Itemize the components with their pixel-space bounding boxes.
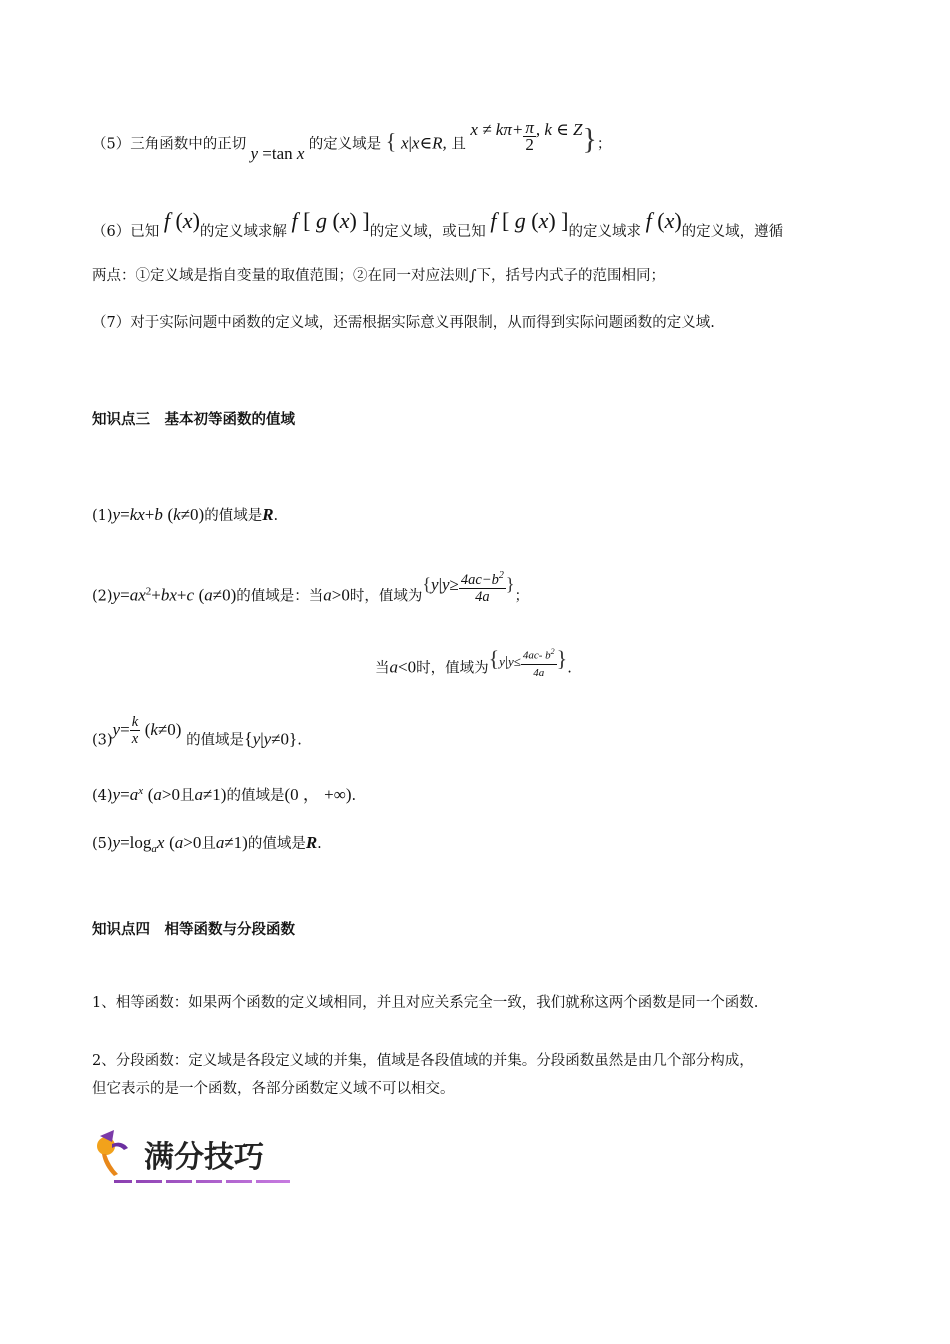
item-7: （7）对于实际问题中函数的定义域，还需根据实际意义再限制，从而得到实际问题函数的定义域.: [92, 315, 715, 331]
set-x: x: [400, 133, 409, 153]
tips-logo: [92, 1122, 292, 1188]
item-6-t1: 的定义域求解: [199, 224, 287, 240]
value-3: (3)y= $\frac{k}{x}$ (k≠0) 的值域是{y|y≠0}.: [92, 714, 302, 749]
item-5: [92, 118, 612, 163]
dot: .: [297, 732, 302, 749]
range-brace-2: {: [488, 646, 500, 672]
dot: .: [273, 508, 279, 524]
and-text: 且: [179, 787, 195, 804]
section3-title: 知识点三 基本初等函数的值域: [92, 412, 295, 428]
value-3-label: (3): [92, 732, 113, 749]
set-R: R,: [432, 133, 447, 153]
item-5-and: 且: [451, 136, 466, 153]
item-6-t4: 的定义域，遵循: [681, 224, 784, 240]
value-2b-text2: 时，值域为: [416, 660, 489, 677]
value-2b: 当a<0时，值域为{y|y≤ $\frac{4ac- b^2}{4a}$ }.: [375, 650, 572, 687]
section4-p1: 1、相等函数：如果两个函数的定义域相同，并且对应关系完全一致，我们就称这两个函数是同一个函数.: [92, 995, 759, 1011]
vertex-frac: $\frac{4ac-b^2}{4a}$: [460, 570, 504, 605]
item-6-t2: 的定义域，或已知: [369, 224, 486, 240]
k-over-x: $\frac{k}{x}$: [131, 714, 139, 747]
value-4-text: 的值域是: [226, 787, 285, 804]
f-of-x: f (x): [163, 208, 200, 233]
a-gt-0: a: [323, 585, 332, 605]
vertex-frac-2: $\frac{4ac- b^2}{4a}$: [521, 644, 557, 681]
value-5: $(5)y=\log_ax$ (a>0且a≠1)的值域是R.: [92, 833, 322, 855]
value-1: (1)y=kx+b (k≠0)的值域是R.: [92, 505, 279, 524]
value-2b-text1: 当: [375, 660, 390, 677]
value-2-text2: 时，值域为: [349, 588, 423, 605]
R-symbol: R: [262, 505, 274, 524]
log-formula: y: [112, 833, 121, 852]
set-in: ∈: [419, 133, 433, 153]
item-6-line2: 两点：①定义域是指自变量的取值范围；②在同一对应法则∫下，括号内式子的范围相同；: [92, 268, 666, 284]
value-2-text1: 的值域是：当: [236, 588, 324, 605]
value-4: $(4)y=a^x$ (a>0且a≠1)的值域是(0 ， +∞).: [92, 784, 357, 804]
dot: .: [567, 660, 572, 677]
item-5-prefix: （5）三角函数中的正切: [92, 136, 247, 153]
item-5-mid: 的定义域是: [308, 136, 382, 153]
reciprocal-formula: y: [112, 719, 121, 739]
pi-over-2: $\frac{\pi}{2}$: [525, 118, 534, 154]
value-2: $(2)y=ax^2+bx+c$ (a≠0)的值域是：当a>0时，值域为{y|y≥ $\frac{4ac-b^2}{4a}$ }；: [92, 570, 529, 605]
f-of-g-of-x: f [ g (x) ]: [291, 208, 370, 233]
item-5-end: ；: [596, 136, 612, 153]
set-brace-close: }: [582, 122, 597, 156]
f-of-g-of-x-2: f [ g (x) ]: [490, 208, 569, 233]
range-brace: {: [422, 574, 432, 595]
value-3-text: 的值域是: [186, 732, 245, 749]
quadratic-formula: y: [112, 585, 121, 605]
set-k: , k ∈ Z: [535, 119, 583, 139]
set-bar: |: [408, 133, 412, 153]
value-2-end: ；: [514, 588, 529, 605]
item-6-t3: 的定义域求: [568, 224, 642, 240]
dot: .: [351, 787, 357, 804]
set-cond: x: [411, 133, 420, 153]
value-5-label: (5): [92, 836, 113, 852]
tips-logo-graphic: [92, 1122, 292, 1188]
tips-logo-text: 满分技巧: [144, 1140, 264, 1175]
linear-formula: y: [112, 505, 121, 524]
section4-p2-line1: 2、分段函数：定义域是各段定义域的并集，值域是各段值域的并集。分段函数虽然是由几个部分构成，: [92, 1053, 754, 1069]
range-set-3: {: [244, 728, 253, 749]
R-symbol: R: [305, 833, 318, 852]
range-interval: (0 ， +∞): [284, 784, 352, 804]
value-4-label: (4): [92, 787, 113, 804]
set-brace: {: [385, 128, 397, 154]
section4-p2-line2: 但它表示的是一个函数，各部分函数定义域不可以相交。: [92, 1081, 455, 1097]
tan-formula: y =tan x: [250, 143, 305, 163]
and-text: 且: [201, 836, 216, 852]
item-6-prefix: （6）已知: [92, 224, 160, 240]
dot: .: [317, 836, 322, 852]
value-5-text: 的值域是: [247, 836, 306, 852]
value-1-label: (1): [92, 508, 113, 524]
item-6: [92, 208, 784, 243]
set-cond2: x ≠ kπ+: [470, 119, 524, 139]
value-1-text: 的值域是: [204, 508, 263, 524]
exp-formula: y: [112, 784, 121, 804]
f-of-x-2: f (x): [645, 208, 682, 233]
value-2-label: (2): [92, 588, 113, 605]
section4-title: 知识点四 相等函数与分段函数: [92, 922, 295, 938]
a-lt-0: a: [389, 657, 398, 677]
